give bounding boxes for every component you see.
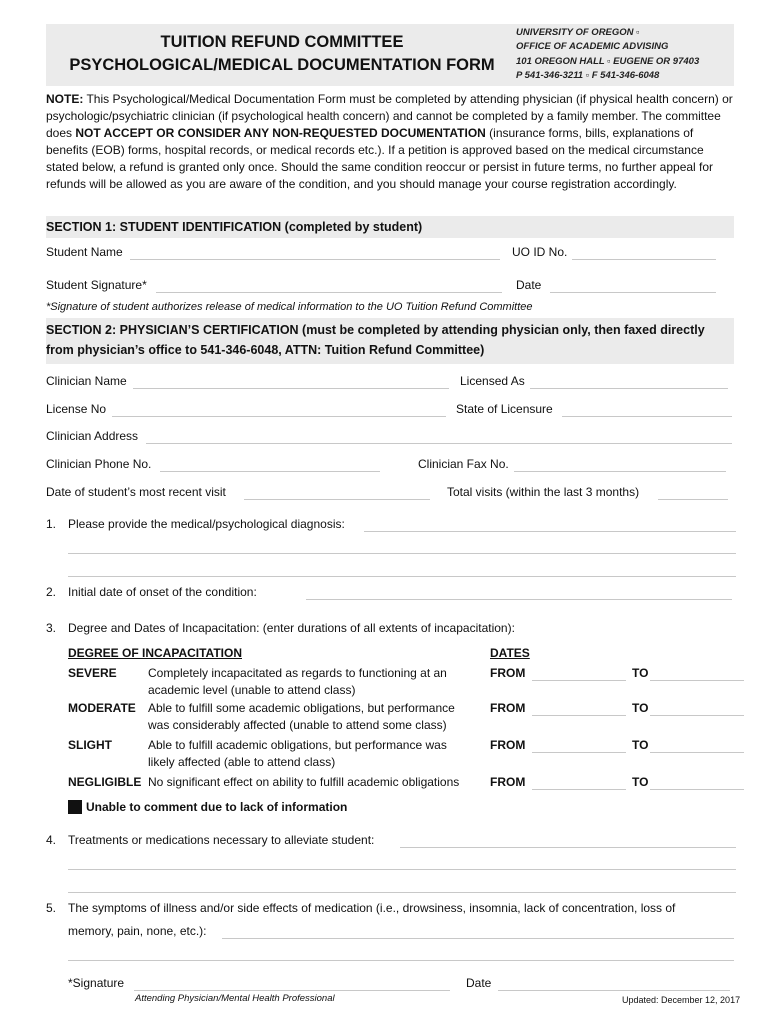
clinician-name-field[interactable] <box>133 388 449 389</box>
severe-desc-line1: Completely incapacitated as regards to functioning at an <box>148 666 447 680</box>
dates-header: DATES <box>490 646 530 660</box>
student-date-label: Date <box>516 278 542 292</box>
q1-answer-line3[interactable] <box>68 576 736 577</box>
severe-to-field[interactable] <box>650 680 744 681</box>
q3-number: 3. <box>46 621 57 635</box>
q5-number: 5. <box>46 901 57 915</box>
q5-label-line2: memory, pain, none, etc.): <box>68 924 207 938</box>
moderate-from-label: FROM <box>490 701 526 715</box>
physician-date-field[interactable] <box>498 990 730 991</box>
org-address: 101 OREGON HALL ▫ EUGENE OR 97403 <box>516 56 700 67</box>
q3-label: Degree and Dates of Incapacitation: (enter durations of all extents of incapacitation): <box>68 621 515 635</box>
severe-desc-line2: academic level (unable to attend class) <box>148 683 356 697</box>
license-no-label: License No <box>46 402 107 416</box>
licensed-as-field[interactable] <box>530 388 728 389</box>
unable-label: Unable to comment due to lack of information <box>86 800 348 814</box>
q4-number: 4. <box>46 833 57 847</box>
q5-label-line1: The symptoms of illness and/or side effects of medication (i.e., drowsiness, insomnia, lack of concentration, loss of <box>68 901 676 915</box>
moderate-to-field[interactable] <box>650 715 744 716</box>
q2-answer-line[interactable] <box>306 599 732 600</box>
student-name-label: Student Name <box>46 245 123 259</box>
unable-checkbox[interactable] <box>68 800 82 814</box>
note-emphasis: NOT ACCEPT OR CONSIDER ANY NON-REQUESTED DOCUMENTATION <box>75 126 486 140</box>
slight-from-field[interactable] <box>532 752 626 753</box>
org-phone-fax: P 541-346-3211 ▫ F 541-346-6048 <box>516 70 660 81</box>
slight-from-label: FROM <box>490 738 526 752</box>
section2-title-line2: from physician’s office to 541-346-6048, ATTN: Tuition Refund Committee) <box>46 343 485 357</box>
moderate-desc-line2: was considerably affected (unable to attend some class) <box>148 718 447 732</box>
student-signature-label: Student Signature* <box>46 278 147 292</box>
state-of-licensure-field[interactable] <box>562 416 732 417</box>
negligible-to-field[interactable] <box>650 789 744 790</box>
licensed-as-label: Licensed As <box>460 374 525 388</box>
clinician-address-field[interactable] <box>146 443 732 444</box>
q4-answer-line3[interactable] <box>68 892 736 893</box>
negligible-to-label: TO <box>632 775 649 789</box>
physician-signature-field[interactable] <box>134 990 450 991</box>
section1-header <box>46 216 734 238</box>
state-of-licensure-label: State of Licensure <box>456 402 553 416</box>
slight-desc-line1: Able to fulfill academic obligations, but performance was <box>148 738 447 752</box>
q5-answer-line2[interactable] <box>68 960 734 961</box>
org-name: UNIVERSITY OF OREGON ▫ <box>516 27 640 38</box>
clinician-fax-label: Clinician Fax No. <box>418 457 509 471</box>
moderate-from-field[interactable] <box>532 715 626 716</box>
section2-header <box>46 318 734 364</box>
student-date-field[interactable] <box>550 292 716 293</box>
updated-date: Updated: December 12, 2017 <box>622 995 741 1005</box>
license-no-field[interactable] <box>112 416 446 417</box>
negligible-label: NEGLIGIBLE <box>68 775 142 789</box>
q1-answer-line2[interactable] <box>68 553 736 554</box>
slight-to-field[interactable] <box>650 752 744 753</box>
note-paragraph <box>46 91 736 193</box>
q5-answer-line1[interactable] <box>222 938 734 939</box>
student-signature-field[interactable] <box>156 292 502 293</box>
total-visits-field[interactable] <box>658 499 728 500</box>
uo-id-field[interactable] <box>572 259 716 260</box>
recent-visit-field[interactable] <box>244 499 430 500</box>
note-label: NOTE: <box>46 92 84 106</box>
org-office: OFFICE OF ACADEMIC ADVISING <box>516 41 669 52</box>
total-visits-label: Total visits (within the last 3 months) <box>447 485 640 499</box>
moderate-desc-line1: Able to fulfill some academic obligations, but performance <box>148 701 455 715</box>
clinician-fax-field[interactable] <box>514 471 726 472</box>
q1-answer-line1[interactable] <box>364 531 736 532</box>
signature-footnote: *Signature of student authorizes release of medical information to the UO Tuition Refund Committee <box>46 301 533 313</box>
slight-desc-line2: likely affected (able to attend class) <box>148 755 336 769</box>
q2-label: Initial date of onset of the condition: <box>68 585 257 599</box>
note-text-2: (insurance forms, bills, explanations of benefits (EOB) forms, hospital records, or medical records etc.). If a petition is approved based on the medical circumstance stated below, a refund is granted only once. Should the same condition reoccur or persist in future terms, no further appeal for refunds will be allowed as you are aware of the condition, and you should manage your course registration accordingly. <box>46 126 714 191</box>
q4-answer-line1[interactable] <box>400 847 736 848</box>
severe-label: SEVERE <box>68 666 117 680</box>
uo-id-label: UO ID No. <box>512 245 568 259</box>
physician-date-label: Date <box>466 976 492 990</box>
q1-label: Please provide the medical/psychological diagnosis: <box>68 517 345 531</box>
clinician-address-label: Clinician Address <box>46 429 139 443</box>
physician-signature-label: *Signature <box>68 976 125 990</box>
slight-to-label: TO <box>632 738 649 752</box>
negligible-from-field[interactable] <box>532 789 626 790</box>
severe-to-label: TO <box>632 666 649 680</box>
form-title-line1: TUITION REFUND COMMITTEE <box>160 33 404 51</box>
section1-title: SECTION 1: STUDENT IDENTIFICATION (completed by student) <box>46 220 423 234</box>
q1-number: 1. <box>46 517 57 531</box>
form-title-line2: PSYCHOLOGICAL/MEDICAL DOCUMENTATION FORM <box>69 56 495 74</box>
moderate-label: MODERATE <box>68 701 136 715</box>
section2-title-line1: SECTION 2: PHYSICIAN’S CERTIFICATION (must be completed by attending physician only, then faxed directly <box>46 323 705 337</box>
degree-header: DEGREE OF INCAPACITATION <box>68 646 242 660</box>
slight-label: SLIGHT <box>68 738 112 752</box>
q4-answer-line2[interactable] <box>68 869 736 870</box>
note-text-1: This Psychological/Medical Documentation Form must be completed by attending physician (if physical health concern) or psychologic/psychiatric clinician (if psychological health concern) and cannot be completed by a family member. The committee does <box>46 92 733 140</box>
q4-label: Treatments or medications necessary to alleviate student: <box>68 833 375 847</box>
signature-caption: Attending Physician/Mental Health Professional <box>135 993 335 1004</box>
severe-from-field[interactable] <box>532 680 626 681</box>
clinician-phone-field[interactable] <box>160 471 380 472</box>
moderate-to-label: TO <box>632 701 649 715</box>
negligible-from-label: FROM <box>490 775 526 789</box>
q2-number: 2. <box>46 585 57 599</box>
clinician-phone-label: Clinician Phone No. <box>46 457 152 471</box>
student-name-field[interactable] <box>130 259 500 260</box>
negligible-desc: No significant effect on ability to fulfill academic obligations <box>148 775 460 789</box>
recent-visit-label: Date of student’s most recent visit <box>46 485 226 499</box>
clinician-name-label: Clinician Name <box>46 374 127 388</box>
severe-from-label: FROM <box>490 666 526 680</box>
